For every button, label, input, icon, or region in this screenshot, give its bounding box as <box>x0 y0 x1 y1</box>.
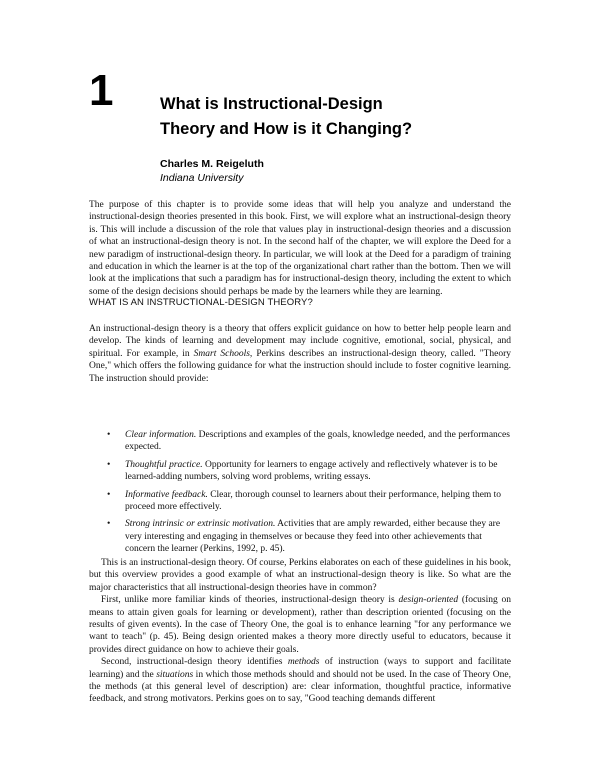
chapter-title-line-1: What is Instructional-Design <box>160 95 383 113</box>
text-span: First, unlike more familiar kinds of theories, instructional-design theory is <box>101 595 399 606</box>
text-span: (focusing on means to attain given goals for learning or development), rather than description oriented (focusing on the results of given events). In the case of Theory One, the goal is to enhance learning "for any performance we want to teach" (p. 45). Being design oriented makes a theory more directly useful to educators, because it provides direct guidance on how to achieve their goals. <box>89 595 511 655</box>
list-item-text: Clear, thorough counsel to learners about their performance, helping them to proceed more effectively. <box>125 489 502 513</box>
list-item <box>107 459 511 484</box>
list-item-term: Informative feedback. <box>125 489 208 500</box>
emphasis: situations <box>156 669 194 680</box>
chapter-title <box>160 92 412 142</box>
list-item-term: Thoughtful practice. <box>125 459 203 470</box>
theory-one-list <box>107 429 511 561</box>
intro-text: The purpose of this chapter is to provide some ideas that will help you analyze and understand the instructional-design theories presented in this book. First, we will explore what an instructional-design theory is. This will include a discussion of the role that values play in instructional-design theories and a discussion of what an instructional-design theory is not. In the second half of the chapter, we will explore the Deed for a new paradigm of instructional-design theory. In particular, we will look at the Deed for a paradigm of training and education in which the learner is at the top of the organizational chart rather than the bottom. Then we will look at the implications that such a paradigm has for instructional-design theory, including the extent to which some of the design decisions should perhaps be made by the learners while they are learning. <box>89 200 511 297</box>
paragraph-overview: This is an instructional-design theory. Of course, Perkins elaborates on each of these guidelines in his book, but this overview provides a good example of what an instructional-design theory is like. So what are the major characteristics that all instructional-design theories have in common? <box>89 558 511 593</box>
section-heading: WHAT IS AN INSTRUCTIONAL-DESIGN THEORY? <box>89 297 313 308</box>
author-affiliation: Indiana University <box>160 172 244 184</box>
chapter-number: 1 <box>89 66 114 115</box>
book-title: Smart Schools, <box>193 348 253 359</box>
body-continuation <box>89 557 511 706</box>
paragraph-methods <box>89 656 511 706</box>
text-span: Second, instructional-design theory identifies <box>101 657 288 668</box>
text-span: in which those methods should and should not be used. In the case of Theory One, the methods (at this general level of description) are: clear information, thoughtful practice, informative feedback, and strong motivators. Perkins goes on to say, "Good teaching demands different <box>89 669 511 705</box>
bullet-icon: • <box>107 489 111 500</box>
list-item-text: Descriptions and examples of the goals, knowledge needed, and the performances expected. <box>125 430 510 453</box>
paragraph-definition <box>89 323 511 385</box>
paragraph-definition-text <box>89 323 511 385</box>
intro-paragraph <box>89 199 511 298</box>
bullet-icon: • <box>107 459 111 470</box>
text-span: Perkins describes an instructional-design theory, called. "Theory One," which offers the following guidance for what the instruction should include to foster cognitive learning. The instruction should provide: <box>89 348 512 384</box>
paragraph-design-oriented <box>89 594 511 656</box>
bullet-icon: • <box>107 519 111 530</box>
text-span: of instruction (ways to support and facilitate learning) and the <box>89 657 511 680</box>
chapter-title-line-2: Theory and How is it Changing? <box>160 120 413 138</box>
list-item-term: Clear information. <box>125 430 197 440</box>
list-item-text: Opportunity for learners to engage actively and reflectively whatever is to be learned-adding numbers, solving word problems, writing essays. <box>125 459 498 483</box>
list-item <box>107 518 511 555</box>
emphasis: methods <box>287 657 320 668</box>
list-item <box>107 489 511 514</box>
list-item <box>107 429 511 454</box>
emphasis: design-oriented <box>398 595 459 606</box>
text-span: An instructional-design theory is a theory that offers explicit guidance on how to better help people learn and develop. The kinds of learning and development may include cognitive, emotional, social, physical, and spiritual. For example, in <box>89 324 511 359</box>
bullet-icon: • <box>107 430 111 440</box>
author-name: Charles M. Reigeluth <box>160 158 264 170</box>
list-item-term: Strong intrinsic or extrinsic motivation. <box>125 519 276 530</box>
list-item-text: Activities that are amply rewarded, either because they are very interesting and engaging in themselves or because they feed into other achievements that concern the learner (Perkins, 1992, p. 45). <box>125 519 501 555</box>
author-block <box>160 157 264 185</box>
